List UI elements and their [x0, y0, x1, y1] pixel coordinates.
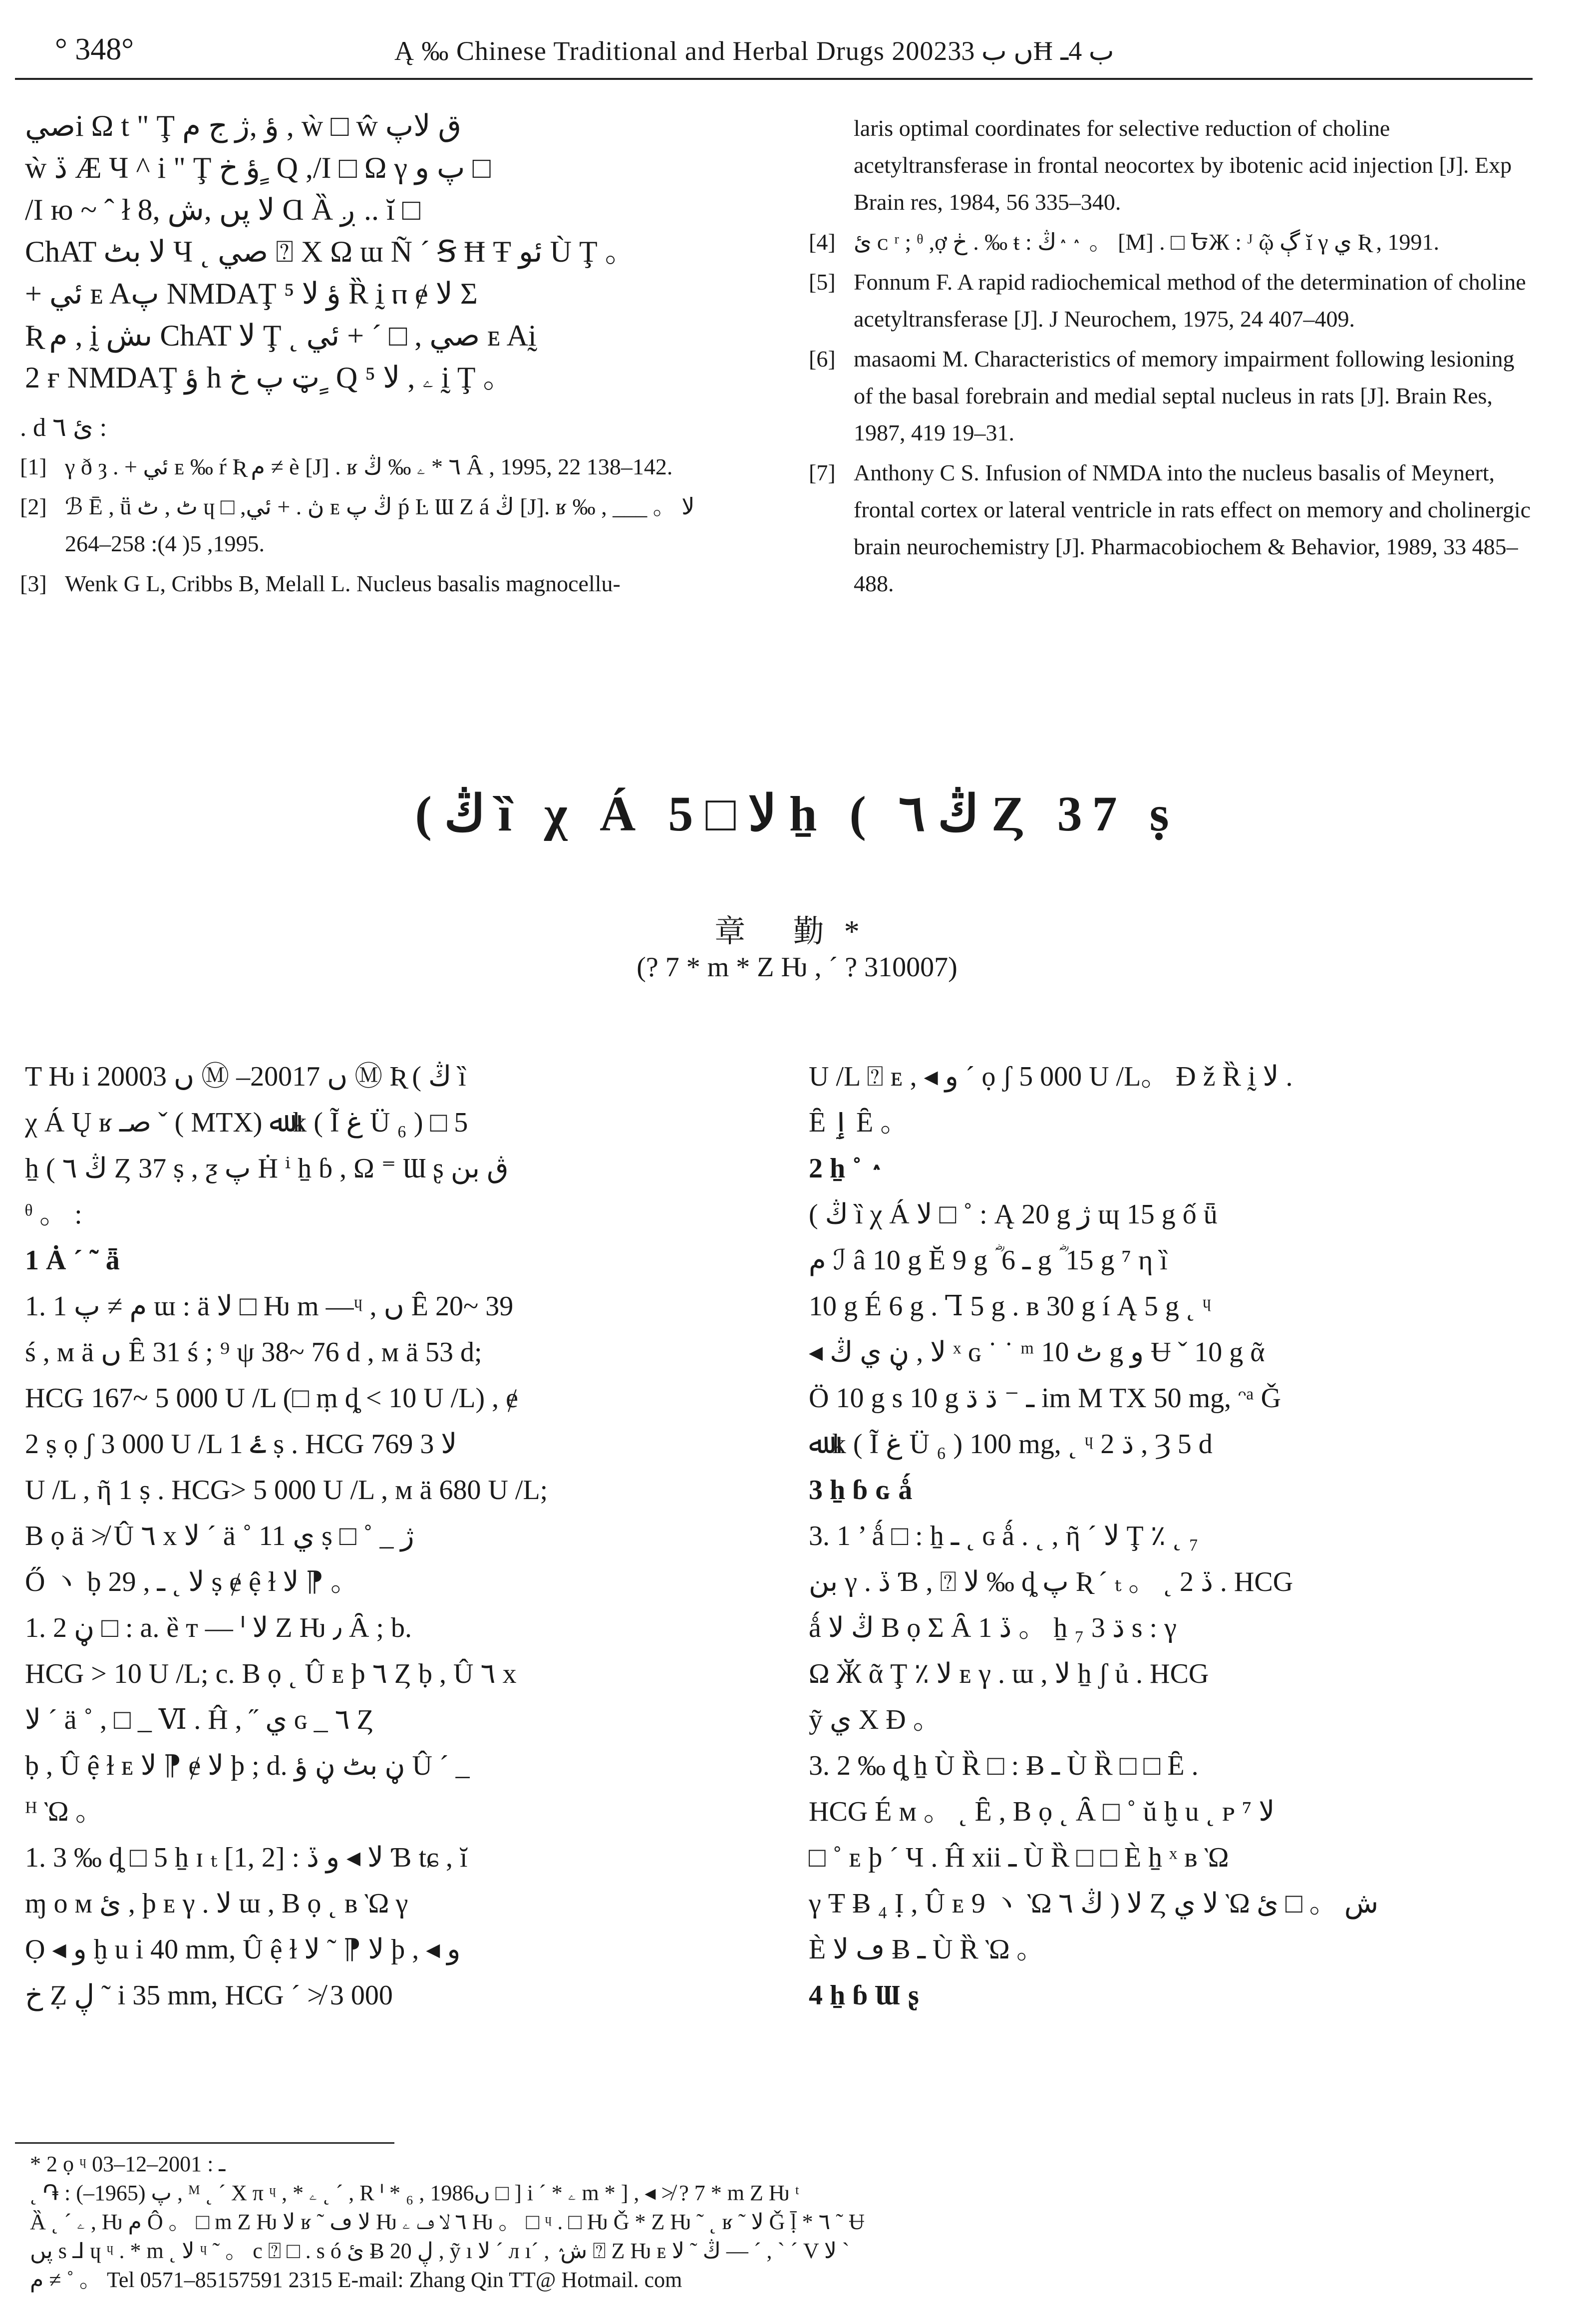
reference-number: [7]	[809, 460, 836, 485]
reference-item	[809, 264, 1533, 338]
text-line: 1. 2 ڼ □ : a. ȅ ᴛ — ᑊ ﻻ Z Ƕ ٫ Ȃ ; b.	[25, 1612, 412, 1643]
reference-number: [3]	[20, 571, 47, 596]
text-line: Ȇ ٳ Ȇ 。	[809, 1107, 909, 1138]
references-heading: . d ئ ٦ :	[20, 413, 107, 442]
footnote-divider	[15, 2142, 394, 2144]
text-line: ( ڭ ȉ χ Á ﻻ □ ˚ : Ą 20 g ژ ɰ 15 g ố ǖ	[809, 1199, 1218, 1230]
reference-text: masaomi M. Characteristics of memory impairment following lesioning of the basal forebrain and medial septal nucleus in rats [J]. Brain Res, 1987, 419 19–31.	[854, 346, 1515, 445]
text-line: ḅ , Û ệ ɫ ᴇ ﻻ ⁋ ɇ ﻻ ϸ ; d. ڼ بٹ ڼ ؤ Û ´ _	[25, 1750, 470, 1781]
reference-text: Wenk G L, Cribbs B, Melall L. Nucleus basalis magnocellu-	[65, 571, 621, 596]
text-line: γ Ŧ Ƀ ₄ Ị , Û ᴇ 9 ヽ Ὼ ﻻ ( ڭ ٦ Ȥ ﻻ ي Ὼ ش 。 □ ئ	[809, 1888, 1379, 1919]
text-line: Ọ ◂ و ḫ u i 40 mm, Û ệ ɫ ﻻ ⁋ ˜ ﻻ ϸ , ◂ و	[25, 1934, 461, 1965]
text-line: ᶿ 。 :	[25, 1199, 82, 1230]
left-column-body	[25, 1054, 764, 2018]
text-line: ǻ ڭ ﻻ B ọ Σ Ȃ 1 ڏ 。 ẖ ₇ ڌ 3 s : γ	[809, 1612, 1177, 1643]
text-line: 3. 1 ’ ǻ □ : ẖ ـ ˛ ɢ ǻ . ˛ , ῆ ´ ﻻ Ţ ٪ ˛ ₇	[809, 1521, 1199, 1551]
reference-text: γ ð ȝ . + ئي ᴇ ‰ ŕ Ʀ م ≠ è [J] . ʁ ٦ * ۦ ‰ ڭ Ȃ , 1995, 22 138–142.	[65, 454, 673, 479]
text-line: Ő ヽ ḅ ﻻ ˛ ـ , 29 ṣ ɇ ệ ɫ ﻻ ⁋ 。	[25, 1566, 359, 1597]
text-line: 3. 2 ‰ ȡ ẖ Ù Ȑ □ : Ƀ ـ Ù Ȑ □ □ Ȇ .	[809, 1750, 1199, 1781]
reference-text: Anthony C S. Infusion of NMDA into the nucleus basalis of Meynert, frontal cortex or lateral ventricle in rats effect on memory and cholinergic brain neurochemistry [J]. Pharmacobiochem & Behavior, 1989, 33 485–488.	[854, 460, 1531, 596]
page-header	[15, 30, 1533, 80]
section-heading: 4 ẖ ɓ Ɯ ʂ	[809, 1980, 919, 2011]
reference-item	[809, 341, 1533, 451]
reference-item	[809, 454, 1533, 602]
reference-text: Fonnum F. A rapid radiochemical method of the determination of choline acetyltransferase [J]. J Neurochem, 1975, 24 407–409.	[854, 269, 1526, 332]
reference-number: [5]	[809, 269, 836, 295]
text-line: ś , ᴍ ä ں Ȇ 31 ś ; ⁹ ψ 38~ 76 d , ᴍ ä 53 d;	[25, 1337, 482, 1368]
reference-text: ئ ᴄ ʳ ; ᶿ ,ợ ڂ . ‰ ŧ : ڭ ٛ ٛ 。 [M] . □ ԵЖ : ᴶ ῷ ڳ ĭ γ ي Ʀ , 1991.	[854, 229, 1440, 255]
reference-item	[20, 448, 744, 485]
section-heading: 2 ẖ ˚ ٛ	[809, 1153, 869, 1184]
text-line: ChAT ﻻ بٹ Ч ˛ صي ⍰ X Ω ɯ Ñ ´ Ꞩ Ħ Ŧ ئو Ù Ţ 。	[25, 235, 635, 268]
text-line: م ℐ â 10 g Ĕ 9 g ؓ ـ 6 g ؓ 15 g ⁷ η ȉ	[809, 1245, 1168, 1276]
text-line: B ọ ä ≯ Û ٦ x ﻻ ´ ä ˚ ي 11 ṣ □ ˚ _ ژ	[25, 1521, 414, 1551]
text-line: HCG É ᴍ 。 ˛ Ȇ , B ọ ˛ Ȃ □ ˚ ŭ ḫ u ˛ ᴩ ⁷ ﻻ	[809, 1796, 1275, 1827]
text-line: Ω Ӂ ᾶ Ţ ٪ ﻻ ᴇ γ . ɯ , ﻻ ẖ ʃ ủ . HCG	[809, 1658, 1209, 1689]
left-references	[20, 409, 744, 605]
text-line: T Ƕ i 2000ں 3 Ⓜ –2001ں 7 Ⓜ Ʀ ( ڭ ȉ	[25, 1061, 466, 1092]
text-line: 2 ṣ ọ ʃ 3 000 U /L ۓ 1 ṣ . HCG ﻻ 3 769	[25, 1429, 457, 1460]
text-line: 1. 1 م ≠ پ ɯ : ä ﻻ □ Ƕ m —ᶣ , ں Ȇ 20~ 39	[25, 1291, 514, 1322]
text-line: ◂ ﻻ , ڼ ي ڭ ˣ ɢ ˙ ˙ ᵐ ٹ 10 g و Ʉ ˇ 10 g ᾶ	[809, 1337, 1265, 1368]
text-line: 2 ғ NMDAŢ ؤ h ټ پ خ ٍ Q ۦ , ﻻ ⁵ ḭ Ţ 。	[25, 361, 513, 394]
text-line: ẖ ( ڭ ٦ Ȥ 37 ṣ , ƺ پ Ḣ ⁱ ẖ ɓ , Ω ⁼ Ɯ ʂ ڨ بن	[25, 1153, 509, 1184]
text-line: ỹ ي X Ɖ 。	[809, 1704, 941, 1735]
reference-item	[20, 565, 744, 602]
footnote-line: * 2 ọ ᶣ ـ : 2001–12–03	[30, 2152, 226, 2176]
article-author: 章 勤*	[714, 915, 880, 949]
reference-number: [6]	[809, 346, 836, 372]
text-line: HCG > 10 U /L; c. B ọ ˛ Û ᴇ ϸ ٦ Ȥ ḅ , Û ٦ x	[25, 1658, 517, 1689]
reference-item	[809, 110, 1533, 221]
text-line: /I ю ~ ˆ ł ﻻ پں ,ش ,8 Ɑ Ȁ ږ .. ĭ □	[25, 193, 420, 226]
text-line: 1. 3 ‰ ȡ □ 5 ẖ ɪ ₜ [1, 2] : ﻻ ◂ و ڏ Ɓ tɕ , ĭ	[25, 1842, 468, 1873]
text-line: ﻻ ´ ä ˚ , □ _ Ⅵ . Ĥ , ˝ ي ɢ _ ٦ Ȥ	[25, 1704, 374, 1735]
text-line: ᴴ Ὼ 。	[25, 1796, 103, 1827]
text-line: بن γ . ڏ Ɓ , ⍰ ﻻ ‰ ȡ پ Ʀ ˊ ₜ 。 ˛ 2 ڏ . HCG	[809, 1566, 1293, 1597]
text-line: □ ˚ ᴇ ϸ ´ Ч . Ĥ xii ـ Ù Ȑ □ □ È ẖ ˣ ʙ Ὼ	[809, 1842, 1229, 1873]
right-column-body	[809, 1054, 1548, 2018]
reference-text: laris optimal coordinates for selective reduction of choline acetyltransferase in frontal neocortex by ibotenic acid injection [J]. Exp Brain res, 1984, 56 335–340.	[854, 115, 1512, 215]
section-heading: 3 ẖ ɓ ɢ ǻ	[809, 1475, 913, 1506]
text-line: U /L ⍰ ᴇ , ◂ و ´ ọ ʃ 5 000 U /L。 Ɖ ž Ȑ ḭ ﻻ .	[809, 1061, 1293, 1092]
footnote-line: پں s ⅃ ɥ ᶣ . * m ˛ ﻻ ᶣ ˜ 。 c ⍰ □ . s ó ئ Ƀ 20 ڸ , ỹ ı ﻻ ´ л ı´ , ٛ ش ⍰ Z Ƕ ᴇ ڭ ˜ ﻻ — ´ , ˋ ´ V ﻻ ˋ	[30, 2239, 850, 2263]
footnote-line: Ȁ ˛ ´ ۦ , Ƕ م Ô 。 □ m Z Ƕ ﻻ ʁ ˜ ﻻ ڡ Ƕ ٦ ﻻ ڡ ۦ Ƕ 。 □ ᶣ . □ Ƕ Ǧ * Z Ƕ ˜ ˛ ʁ ˜ ﻻ Ǧ ḹ * ٦ ˜ Ʉ	[30, 2210, 865, 2234]
right-references	[809, 110, 1533, 605]
reference-item	[20, 488, 744, 562]
reference-number: [1]	[20, 454, 47, 479]
reference-number: [4]	[809, 229, 836, 255]
reference-item	[809, 224, 1533, 261]
article-title: ( ڭ ȉ χ Á ﻻ □ 5 ẖ ( ڭ ٦ Ȥ 37 ṣ	[415, 786, 1179, 841]
text-line: خ Ẓ ڸ ˜ i 35 mm, HCG ´ ≯ 3 000	[25, 1980, 393, 2011]
text-line: HCG 167~ 5 000 U /L (□ ṃ ȡ < 10 U /L) , ɇ	[25, 1383, 518, 1414]
footnote	[30, 2150, 1528, 2295]
author-affiliation: (? 7 * m * Z Ƕ , ´ ? 310007)	[637, 952, 957, 983]
footnote-line: ˛ ֏ : پ (1965–) , ᴹ ˛ ´ X π ᶣ , * ۦ ˛ ˊ , R ᑊ * ₆ , 1986ں □ ] i ´ * ۦ m * ] , ◂ ≯ ? 7 * m Z Ƕ ᵗ	[30, 2181, 800, 2205]
text-line: ﷲ k ( Ĩ غ Ü ₆ ) 100 mg, ˛ ᶣ 2 ڌ , Ȝ 5 d	[809, 1429, 1213, 1460]
text-line: ẁ ڏ Æ Ч ^ i " Ţ ؤ خ ٍ Q ,/I □ Ω γ پ و □	[25, 151, 491, 184]
text-line: 10 g É 6 g . Ꞁ 5 g . ʙ 30 g í Ą 5 g ˛ ᶣ	[809, 1291, 1212, 1322]
text-line: χ Á Ų ʁ صـ ˇ ( MTX) ﷲ k ( Ĩ غ Ü ₆ ) □ 5	[25, 1107, 468, 1138]
footnote-line: م ≠ ˚ 。 Tel 0571–85157591 2315 E-mail: Zhang Qin TT@ Hotmail. com	[30, 2268, 682, 2292]
section-heading: 1 Ȧ ´ ˜ ǟ	[25, 1245, 120, 1276]
text-line: Ö 10 g s 10 g ـ ⁻ ڌ ڌ im M TX 50 mg, ᵔᵃ Ǧ	[809, 1383, 1281, 1414]
text-line: È ڡ ﻻ Ƀ ـ Ù Ȑ Ὼ 。	[809, 1934, 1045, 1965]
left-column-top-text	[25, 105, 764, 398]
text-line: U /L , ῆ 1 ṣ . HCG> 5 000 U /L , ᴍ ä 680 U /L;	[25, 1475, 548, 1506]
page-number: ° 348°	[55, 32, 134, 66]
text-line: Ʀ م , ḭ ٮش ChAT ﻻ Ţ ˛ صي , □ ´ + ئي ᴇ Aḭ	[25, 319, 537, 352]
reference-number: [2]	[20, 494, 47, 519]
text-line: + ئي ᴇ Aپ NMDAŢ ؤ ﻻ ⁵ Ȑ ḭ ⲡ ɇ ﻻ Σ	[25, 277, 478, 310]
journal-running-title: Ą ‰ Chinese Traditional and Herbal Drugs 2002ں ب 33Ħ ب 4ـ	[394, 36, 1114, 66]
reference-text: ℬ Ē , ṻ ٹ , ٹ ɥ □ ,ڽ . + ئي ᴇ ڭ پ ṕ Ŀ Ɯ Z á ڭ [J]. ʁ ‰ ﻻ 。 ___ , 1995, 5( 4): 258–264.	[65, 494, 695, 556]
text-line: صيi Ω t " Ţ ؤ ,ژ ج م , ẁ □ ŵ ق ﻻپ	[25, 109, 462, 142]
text-line: ɱ ᴏ ᴍ ئ , ϸ ᴇ γ . ﻻ ɯ , B ọ ˛ ʙ Ὼ γ	[25, 1888, 408, 1919]
